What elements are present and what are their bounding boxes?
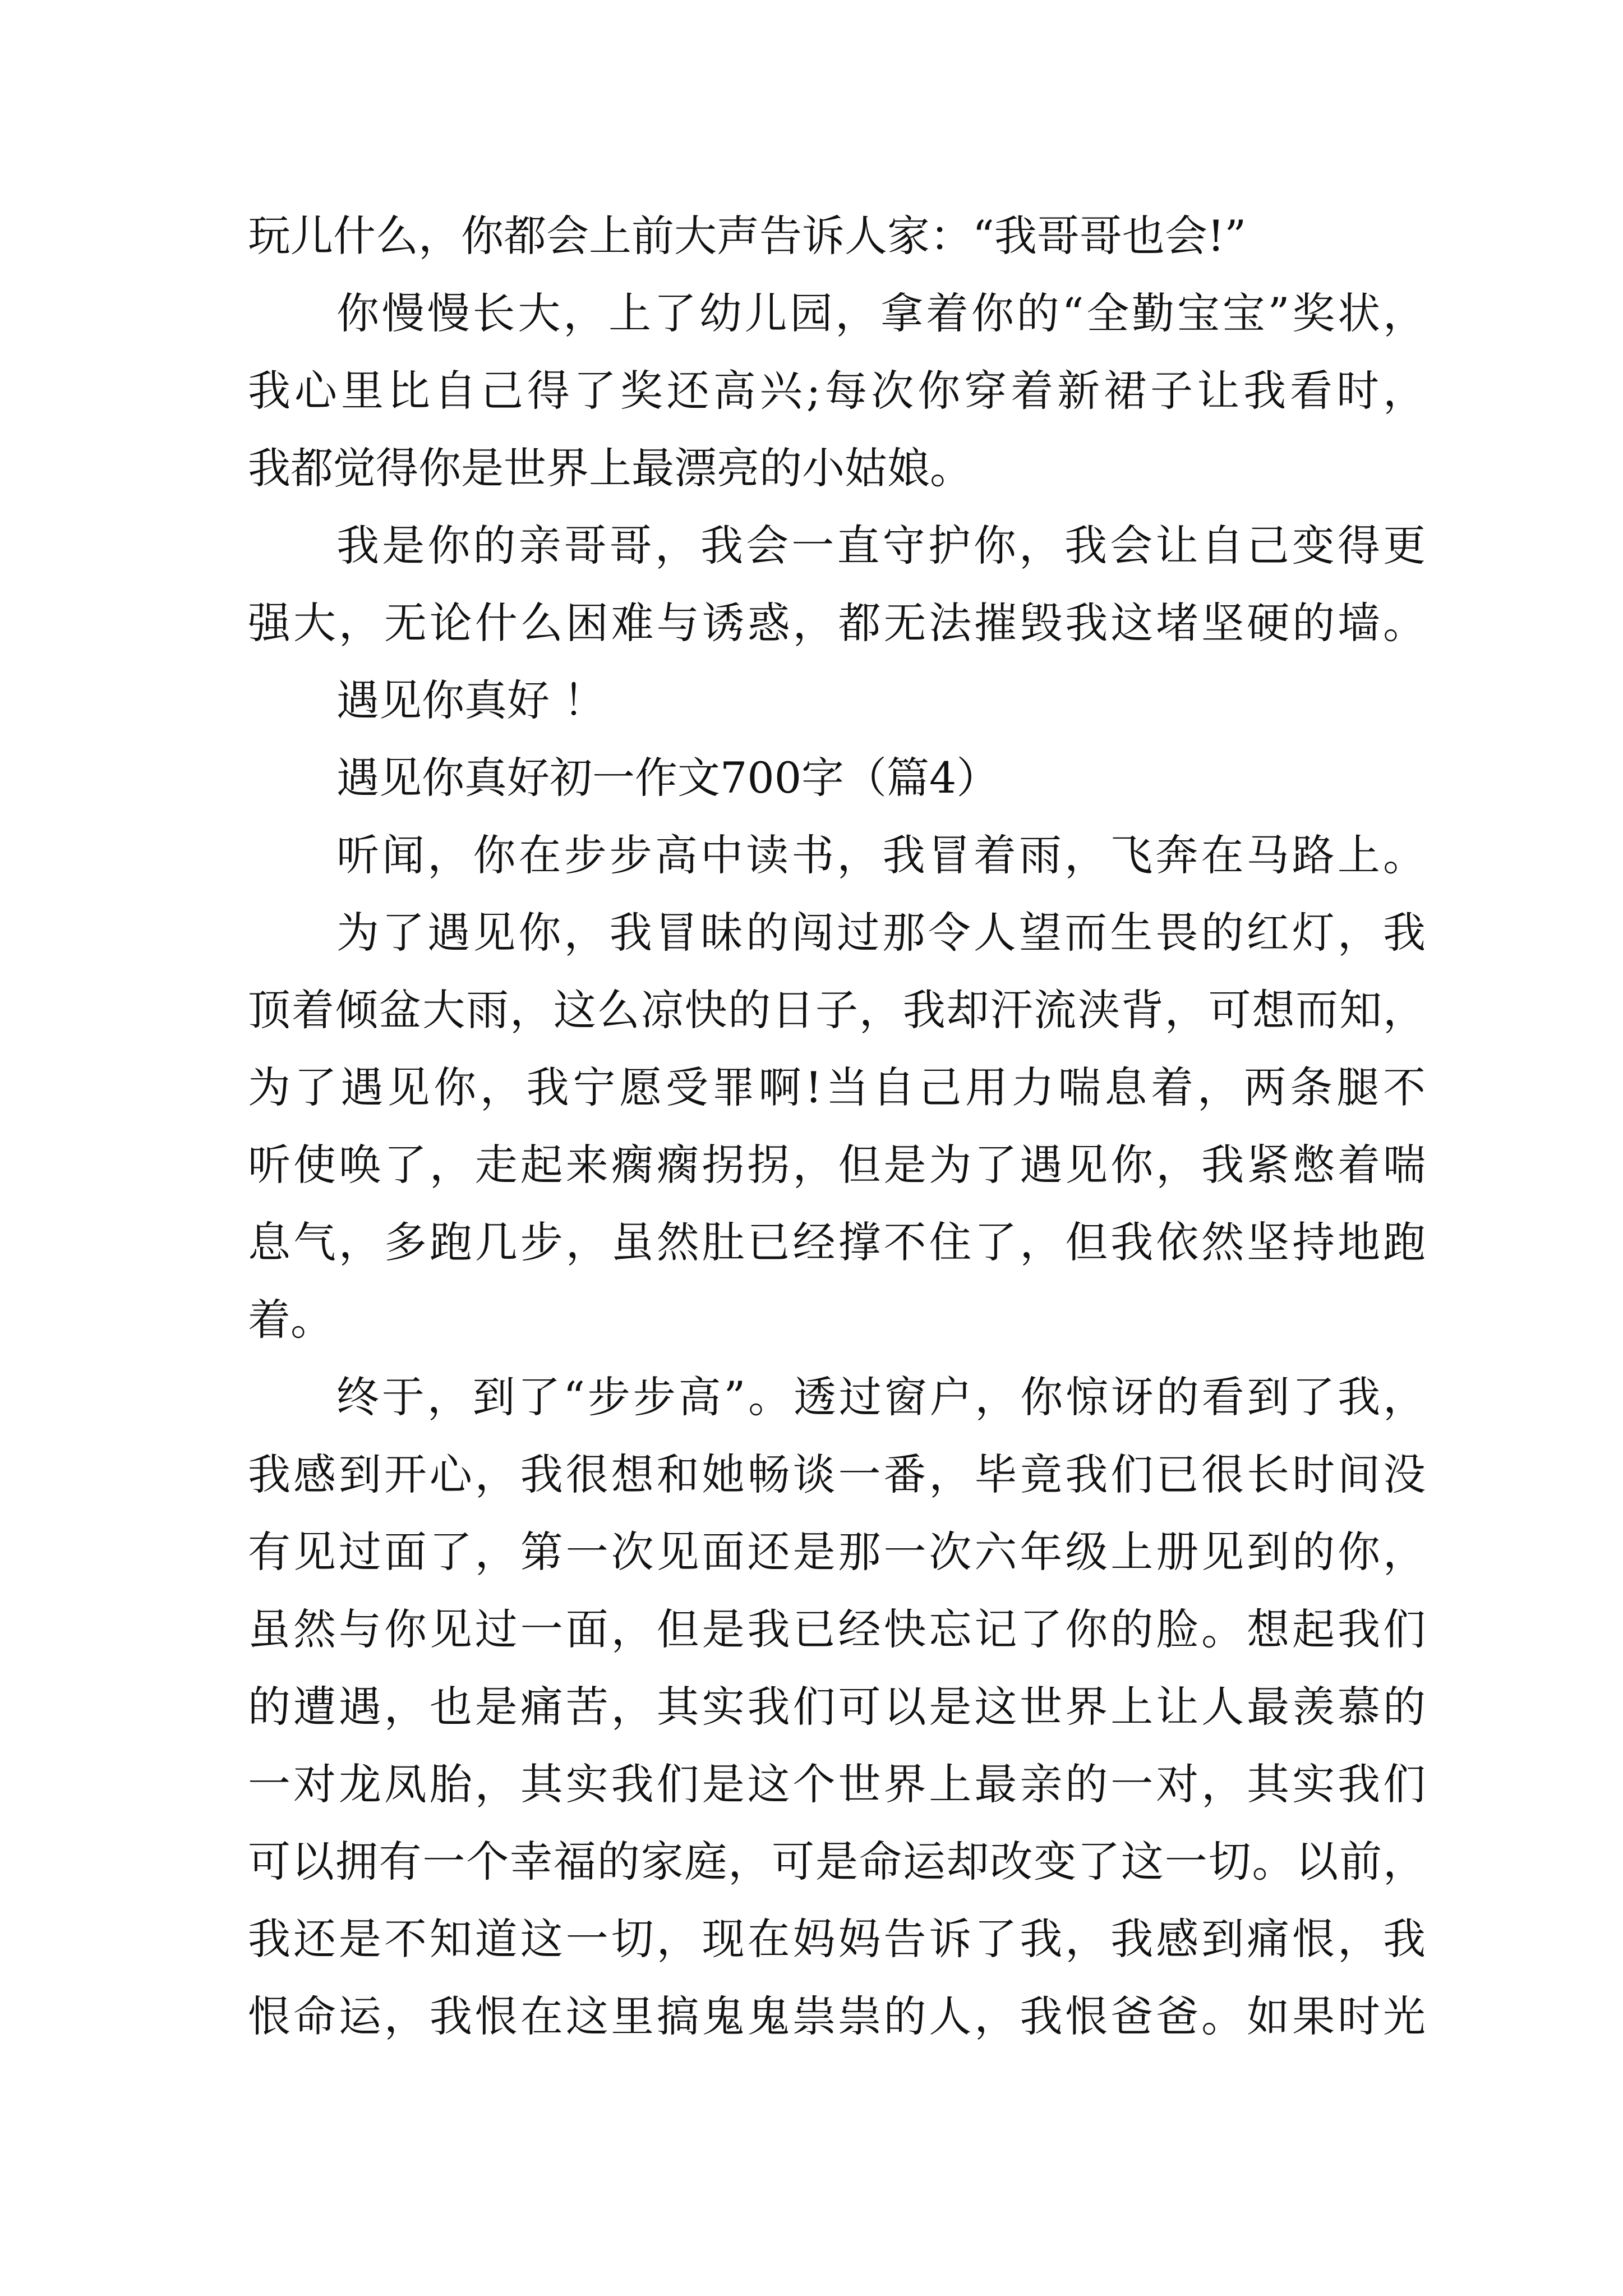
section-heading xyxy=(248,739,1426,817)
text-line: 我都觉得你是世界上最漂亮的小姑娘。 xyxy=(248,443,972,493)
section-heading-text: 遇见你真好初一作文700字（篇4） xyxy=(336,753,999,803)
text-line: 恨命运，我恨在这里搞鬼鬼祟祟的人，我恨爸爸。如果时光 xyxy=(248,1991,1426,2041)
text-line: 为了遇见你，我宁愿受罪啊!当自己用力喘息着，两条腿不 xyxy=(248,1062,1426,1112)
text-line: 息气，多跑几步，虽然肚已经撑不住了，但我依然坚持地跑 xyxy=(248,1217,1426,1267)
text-line: 有见过面了，第一次见面还是那一次六年级上册见到的你， xyxy=(248,1527,1426,1577)
paragraph xyxy=(248,197,1426,275)
paragraph xyxy=(248,275,1426,507)
text-line: 为了遇见你，我冒昧的闯过那令人望而生畏的红灯，我 xyxy=(336,908,1426,958)
paragraph xyxy=(248,894,1426,1359)
text-line: 虽然与你见过一面，但是我已经快忘记了你的脸。想起我们 xyxy=(248,1604,1426,1654)
text-line: 顶着倾盆大雨，这么凉快的日子，我却汗流浃背，可想而知， xyxy=(248,985,1426,1035)
paragraph xyxy=(248,507,1426,662)
text-line: 我心里比自己得了奖还高兴;每次你穿着新裙子让我看时， xyxy=(248,366,1426,416)
paragraph xyxy=(248,662,1426,739)
text-line: 听使唤了，走起来瘸瘸拐拐，但是为了遇见你，我紧憋着喘 xyxy=(248,1140,1426,1190)
text-line: 的遭遇，也是痛苦，其实我们可以是这世界上让人最羡慕的 xyxy=(248,1682,1426,1732)
text-line: 遇见你真好 ！ xyxy=(336,675,606,725)
text-line: 你慢慢长大，上了幼儿园，拿着你的“全勤宝宝”奖状， xyxy=(336,288,1426,338)
text-line: 可以拥有一个幸福的家庭，可是命运却改变了这一切。以前， xyxy=(248,1837,1426,1887)
text-line: 听闻，你在步步高中读书，我冒着雨，飞奔在马路上。 xyxy=(336,830,1426,880)
paragraph xyxy=(248,817,1426,894)
text-line: 我还是不知道这一切，现在妈妈告诉了我，我感到痛恨，我 xyxy=(248,1914,1426,1964)
text-line: 终于，到了“步步高”。透过窗户，你惊讶的看到了我， xyxy=(336,1372,1426,1422)
text-line: 玩儿什么，你都会上前大声告诉人家：“我哥哥也会!” xyxy=(248,211,1247,261)
text-line: 我是你的亲哥哥，我会一直守护你，我会让自己变得更 xyxy=(336,521,1426,570)
text-line: 强大，无论什么困难与诱惑，都无法摧毁我这堵坚硬的墙。 xyxy=(248,598,1426,648)
text-line: 着。 xyxy=(248,1295,333,1345)
paragraph xyxy=(248,1359,1426,2055)
text-line: 我感到开心，我很想和她畅谈一番，毕竟我们已很长时间没 xyxy=(248,1450,1426,1499)
document-body xyxy=(248,197,1426,2055)
text-line: 一对龙凤胎，其实我们是这个世界上最亲的一对，其实我们 xyxy=(248,1759,1426,1809)
